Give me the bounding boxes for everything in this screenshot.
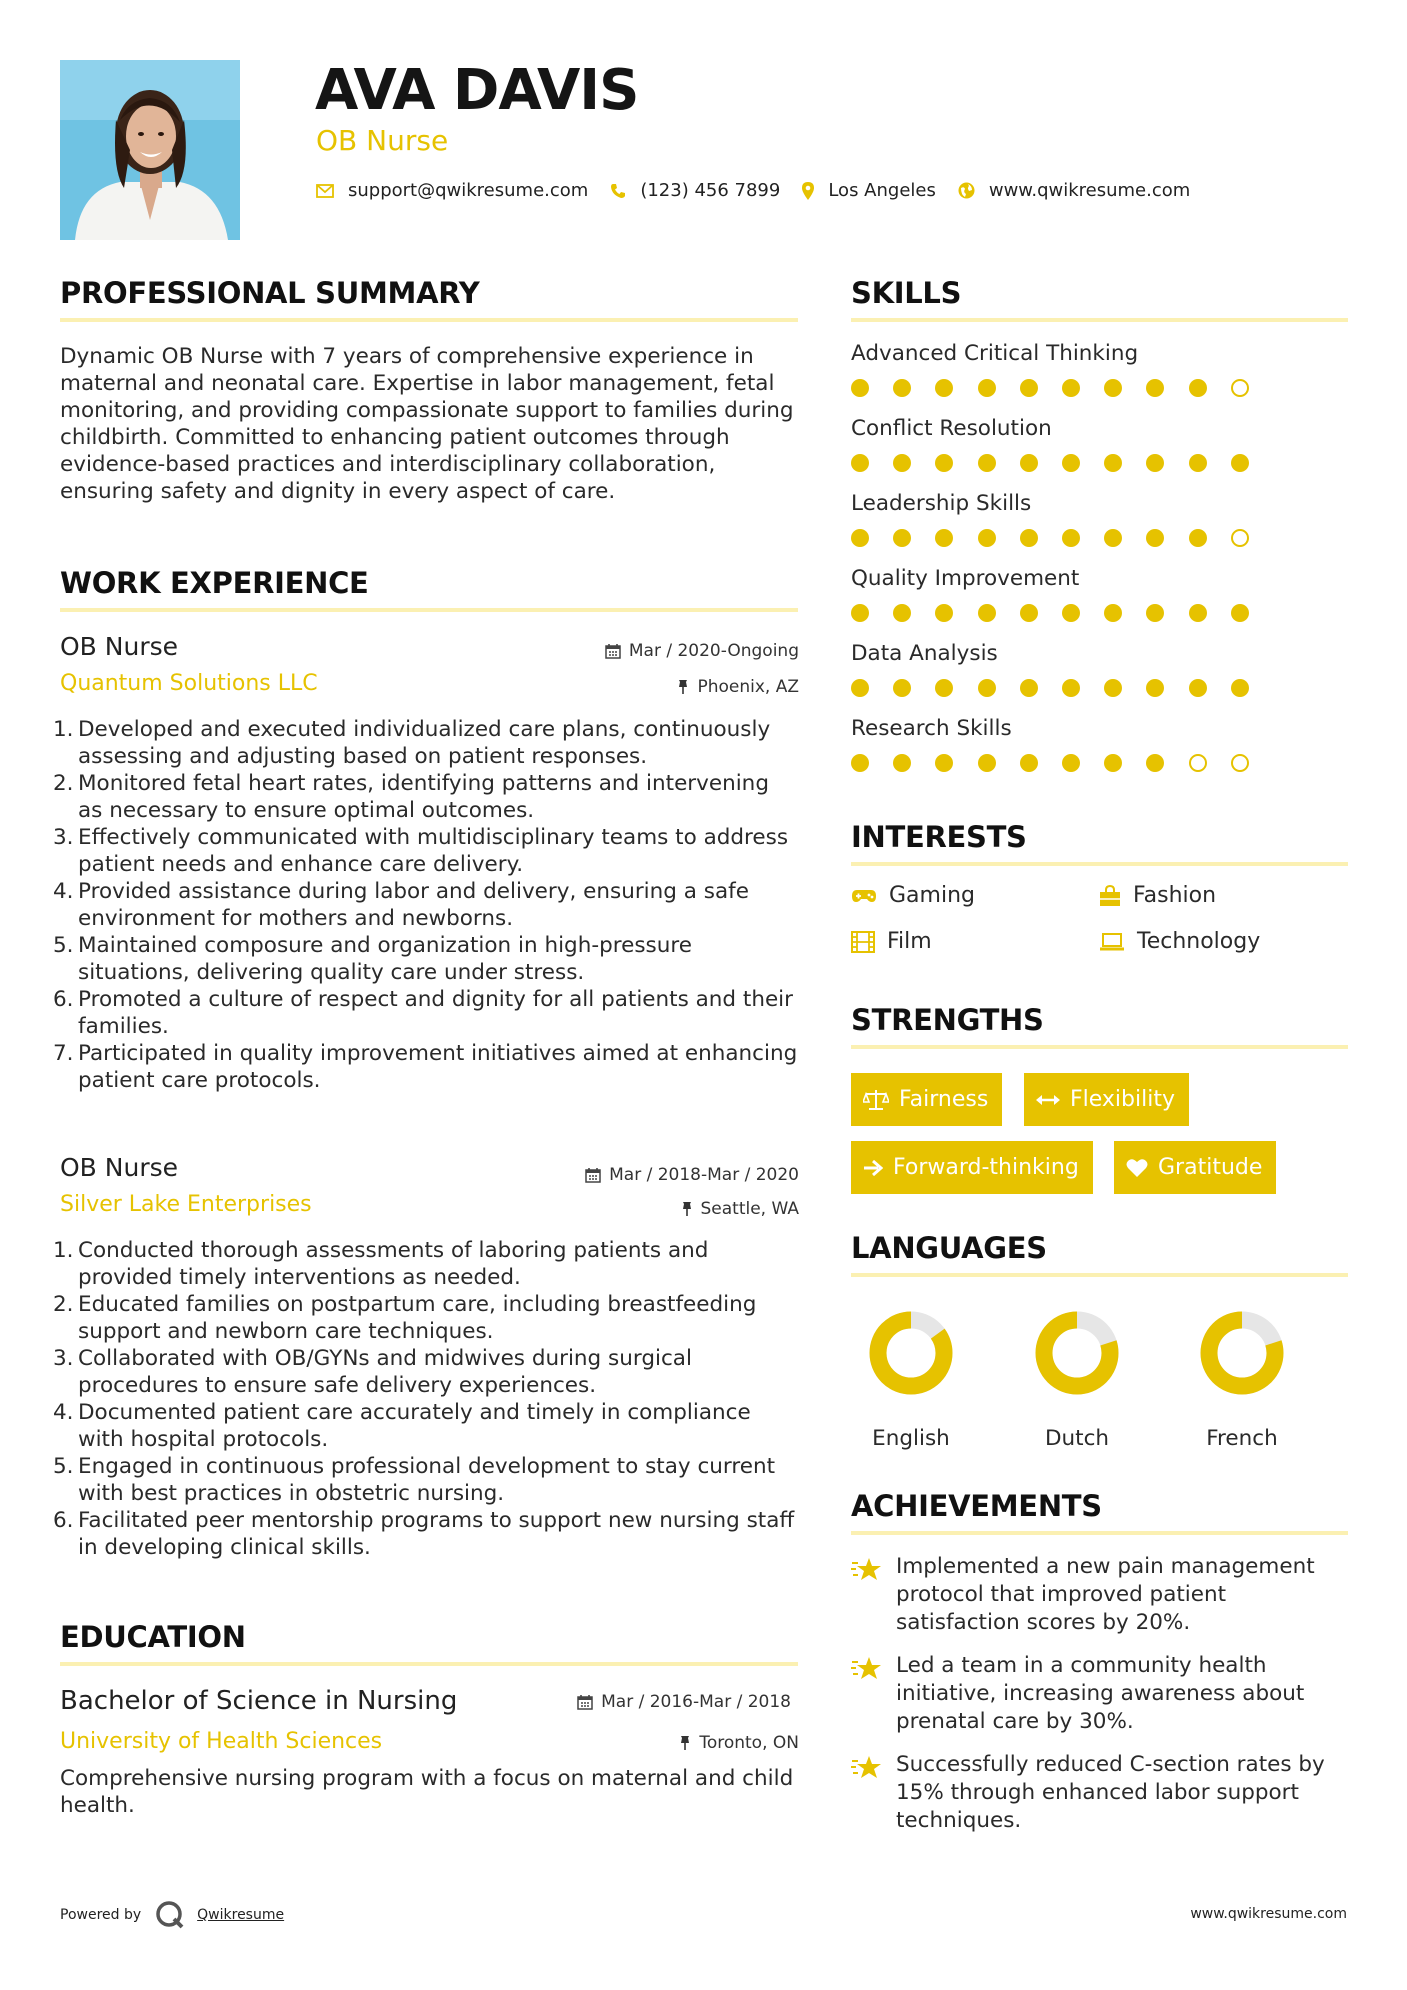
gamepad-icon [851,888,877,904]
interest-technology [1099,929,1260,954]
rating-dot-filled [1146,754,1164,772]
duty-text: Documented patient care accurately and timely in compliance with hospital protocols. [78,1400,751,1452]
star-icon [851,1557,883,1587]
duty-list [53,716,798,1094]
map-pin-icon [802,182,814,200]
rating-dot-filled [1020,604,1038,622]
phone-icon [610,183,626,199]
list-item: 7. Participated in quality improvement initiatives aimed at enhancing patient care protocols. [53,1041,798,1093]
rating-dot-filled [978,529,996,547]
section-title-languages: LANGUAGES [851,1231,1047,1265]
section-rule [60,318,798,322]
rating-dot-filled [1020,679,1038,697]
rating-dot-filled [893,754,911,772]
shopping-bag-icon [1099,885,1121,907]
website-text: www.qwikresume.com [988,180,1191,201]
qwikresume-logo-icon [155,1900,185,1930]
skill-name: Leadership Skills [851,491,1032,516]
language-name: English [872,1426,950,1451]
job-dates [585,1165,799,1185]
job-location [681,1199,800,1219]
rating-dot-filled [978,604,996,622]
language-name: French [1206,1426,1278,1451]
globe-icon [958,182,975,199]
rating-dot-empty [1231,529,1249,547]
rating-dot-filled [1020,754,1038,772]
rating-dot-filled [893,454,911,472]
company-name: Quantum Solutions LLC [60,671,318,696]
list-item: 5. Engaged in continuous professional development to stay current with best practices in obstetric nursing. [53,1454,776,1506]
duty-text: Facilitated peer mentorship programs to support new nursing staff in developing clinical skills. [78,1508,795,1560]
rating-dot-filled [851,454,869,472]
list-item: 1. Developed and executed individualized care plans, continuously assessing and adjusting based on patient responses. [53,717,771,769]
envelope-icon [316,184,334,198]
education-dates-text: Mar / 2016-Mar / 2018 [601,1692,791,1712]
duty-text: Participated in quality improvement initiatives aimed at enhancing patient care protocols. [78,1041,798,1093]
rating-dot-filled [851,754,869,772]
rating-dot-filled [1020,454,1038,472]
footer-powered-by [60,1900,284,1930]
contact-location [802,180,936,201]
strength-tag [851,1141,1093,1194]
calendar-icon [585,1167,601,1183]
rating-dot-filled [1189,454,1207,472]
rating-dot-filled [1062,529,1080,547]
rating-dot-filled [1231,679,1249,697]
section-title-interests: INTERESTS [851,820,1027,854]
skill-rating [851,752,1351,776]
rating-dot-filled [1104,454,1122,472]
job-title: OB Nurse [60,1153,179,1182]
rating-dot-filled [1062,454,1080,472]
duty-text: Maintained composure and organization in high-pressure situations, delivering quality care under stress. [78,933,692,985]
list-item: 6. Promoted a culture of respect and dignity for all patients and their families. [53,987,793,1039]
profile-photo [60,60,240,240]
rating-dot-filled [1189,604,1207,622]
section-title-strengths: STRENGTHS [851,1003,1044,1037]
language-item [1187,1308,1297,1451]
interest-fashion [1099,883,1216,908]
contact-bar [316,180,1212,201]
language-item [856,1308,966,1451]
job-dates-text: Mar / 2018-Mar / 2020 [609,1165,799,1185]
rating-dot-filled [1104,679,1122,697]
achievement-item [851,1751,1351,1835]
rating-dot-filled [893,679,911,697]
film-icon [851,931,875,953]
list-item: 6. Facilitated peer mentorship programs to support new nursing staff in developing clinical skills. [53,1508,795,1560]
section-rule [851,318,1348,322]
section-rule [60,608,798,612]
brand-link[interactable]: Qwikresume [197,1907,285,1923]
achievement-text: Implemented a new pain management protocol that improved patient satisfaction scores by 20%. [896,1554,1315,1635]
duty-text: Collaborated with OB/GYNs and midwives during surgical procedures to ensure safe delivery experiences. [78,1346,692,1398]
skill-item [851,566,1351,626]
rating-dot-filled [1104,379,1122,397]
school-name: University of Health Sciences [60,1729,383,1754]
language-ring [866,1308,956,1398]
rating-dot-filled [1231,604,1249,622]
calendar-icon [577,1694,593,1710]
skill-rating [851,602,1351,626]
section-title-summary: PROFESSIONAL SUMMARY [60,276,480,310]
summary-text: Dynamic OB Nurse with 7 years of comprehensive experience in maternal and neonatal care. Expertise in labor management, fetal monitoring, and providing compassionate support to families during childbirth. Committed to enhancing patient outcomes through evidence-based practices and interdisciplinary collaboration, ensuring safety and dignity in every aspect of care. [60,344,794,504]
rating-dot-filled [935,529,953,547]
skill-rating [851,527,1351,551]
rating-dot-empty [1189,754,1207,772]
section-rule [851,862,1348,866]
skill-item [851,716,1351,776]
strength-label: Gratitude [1158,1155,1263,1180]
education-location [679,1733,799,1753]
star-icon [851,1656,883,1686]
pushpin-icon [681,1201,693,1217]
language-ring [1197,1308,1287,1398]
rating-dot-filled [893,529,911,547]
strength-tag [851,1073,1002,1126]
language-ring [1032,1308,1122,1398]
calendar-icon [605,643,621,659]
rating-dot-filled [1189,379,1207,397]
strength-label: Flexibility [1070,1087,1175,1112]
rating-dot-filled [893,379,911,397]
duty-text: Educated families on postpartum care, including breastfeeding support and newborn care techniques. [78,1292,757,1344]
rating-dot-filled [851,529,869,547]
rating-dot-empty [1231,379,1249,397]
rating-dot-filled [978,379,996,397]
education-dates [577,1692,791,1712]
arrow-right-icon [863,1159,883,1177]
job-title: OB Nurse [60,632,179,661]
strength-tag [1024,1073,1189,1126]
company-name: Silver Lake Enterprises [60,1192,312,1217]
list-item: 3. Collaborated with OB/GYNs and midwives during surgical procedures to ensure safe delivery experiences. [53,1346,692,1398]
skill-name: Quality Improvement [851,566,1080,591]
rating-dot-filled [1146,529,1164,547]
section-rule [851,1531,1348,1535]
rating-dot-filled [935,604,953,622]
duty-text: Promoted a culture of respect and dignity for all patients and their families. [78,987,793,1039]
rating-dot-filled [1062,679,1080,697]
rating-dot-filled [1062,754,1080,772]
rating-dot-filled [1189,679,1207,697]
pushpin-icon [679,1735,691,1751]
contact-email[interactable] [316,180,588,201]
rating-dot-filled [1104,604,1122,622]
rating-dot-filled [935,679,953,697]
rating-dot-filled [893,604,911,622]
job-dates-text: Mar / 2020-Ongoing [628,641,799,661]
list-item: 2. Educated families on postpartum care, including breastfeeding support and newborn care techniques. [53,1292,757,1344]
rating-dot-filled [935,379,953,397]
section-rule [851,1045,1348,1049]
achievement-item [851,1553,1351,1637]
duty-text: Monitored fetal heart rates, identifying patterns and intervening as necessary to ensure optimal outcomes. [78,771,769,823]
skill-name: Research Skills [851,716,1012,741]
skill-item [851,341,1351,401]
interest-gaming [851,883,975,908]
footer-website[interactable]: www.qwikresume.com [1190,1906,1347,1922]
strength-label: Forward-thinking [893,1155,1079,1180]
balance-scale-icon [863,1089,889,1111]
rating-dot-filled [1189,529,1207,547]
education-location-text: Toronto, ON [699,1733,799,1753]
rating-dot-filled [851,379,869,397]
rating-dot-filled [1146,379,1164,397]
skill-rating [851,377,1351,401]
achievement-item [851,1652,1351,1736]
duty-list [53,1237,798,1561]
rating-dot-filled [1062,604,1080,622]
powered-by-text: Powered by [60,1907,142,1923]
contact-phone[interactable] [610,180,780,201]
candidate-name: AVA DAVIS [315,58,639,123]
rating-dot-filled [1104,529,1122,547]
rating-dot-filled [935,454,953,472]
rating-dot-filled [1146,454,1164,472]
contact-website[interactable] [958,180,1190,201]
rating-dot-filled [978,454,996,472]
list-item: 2. Monitored fetal heart rates, identifying patterns and intervening as necessary to ensure optimal outcomes. [53,771,769,823]
section-rule [60,1662,798,1666]
job-dates [605,641,799,661]
degree-title: Bachelor of Science in Nursing [60,1686,458,1716]
rating-dot-filled [1231,454,1249,472]
language-item [1022,1308,1132,1451]
list-item: 4. Documented patient care accurately and timely in compliance with hospital protocols. [53,1400,751,1452]
skill-item [851,491,1351,551]
laptop-icon [1099,932,1125,952]
rating-dot-filled [978,679,996,697]
list-item: 3. Effectively communicated with multidisciplinary teams to address patient needs and enhance care delivery. [53,825,789,877]
interest-label: Fashion [1133,883,1217,908]
heart-icon [1126,1158,1148,1178]
arrows-horizontal-icon [1036,1093,1060,1107]
skill-rating [851,452,1351,476]
skill-name: Advanced Critical Thinking [851,341,1139,366]
rating-dot-filled [935,754,953,772]
rating-dot-filled [1020,529,1038,547]
section-title-experience: WORK EXPERIENCE [60,566,369,600]
section-title-education: EDUCATION [60,1620,246,1654]
rating-dot-filled [851,604,869,622]
skill-name: Conflict Resolution [851,416,1052,441]
duty-text: Provided assistance during labor and delivery, ensuring a safe environment for mothers and newborns. [78,879,749,931]
duty-text: Engaged in continuous professional development to stay current with best practices in obstetric nursing. [78,1454,776,1506]
skill-name: Data Analysis [851,641,998,666]
interest-label: Gaming [889,883,975,908]
rating-dot-filled [1146,604,1164,622]
rating-dot-filled [1020,379,1038,397]
skill-item [851,416,1351,476]
interest-label: Film [887,929,932,954]
job-location-text: Phoenix, AZ [697,677,799,697]
rating-dot-empty [1231,754,1249,772]
location-text: Los Angeles [828,180,936,201]
section-title-achievements: ACHIEVEMENTS [851,1489,1102,1523]
strength-label: Fairness [899,1087,989,1112]
email-text: support@qwikresume.com [348,180,589,201]
skill-item [851,641,1351,701]
language-name: Dutch [1044,1426,1110,1451]
achievement-text: Successfully reduced C-section rates by 15% through enhanced labor support techniques. [896,1752,1325,1833]
interest-film [851,929,932,954]
candidate-title: OB Nurse [316,124,449,157]
star-icon [851,1755,883,1785]
rating-dot-filled [1104,754,1122,772]
rating-dot-filled [1146,679,1164,697]
job-location [677,677,799,697]
section-title-skills: SKILLS [851,276,962,310]
phone-text: (123) 456 7899 [640,180,781,201]
duty-text: Conducted thorough assessments of laboring patients and provided timely interventions as needed. [78,1238,709,1290]
list-item: 1. Conducted thorough assessments of laboring patients and provided timely interventions as needed. [53,1238,709,1290]
skill-rating [851,677,1351,701]
rating-dot-filled [851,679,869,697]
achievement-text: Led a team in a community health initiative, increasing awareness about prenatal care by 30%. [896,1653,1305,1734]
job-location-text: Seattle, WA [700,1199,799,1219]
duty-text: Developed and executed individualized care plans, continuously assessing and adjusting based on patient responses. [78,717,771,769]
rating-dot-filled [978,754,996,772]
pushpin-icon [677,679,689,695]
strength-tag [1114,1141,1276,1194]
section-rule [851,1273,1348,1277]
list-item: 4. Provided assistance during labor and delivery, ensuring a safe environment for mothers and newborns. [53,879,749,931]
duty-text: Effectively communicated with multidisciplinary teams to address patient needs and enhance care delivery. [78,825,789,877]
list-item: 5. Maintained composure and organization in high-pressure situations, delivering quality care under stress. [53,933,692,985]
rating-dot-filled [1062,379,1080,397]
interest-label: Technology [1137,929,1261,954]
education-description: Comprehensive nursing program with a focus on maternal and child health. [60,1766,794,1818]
